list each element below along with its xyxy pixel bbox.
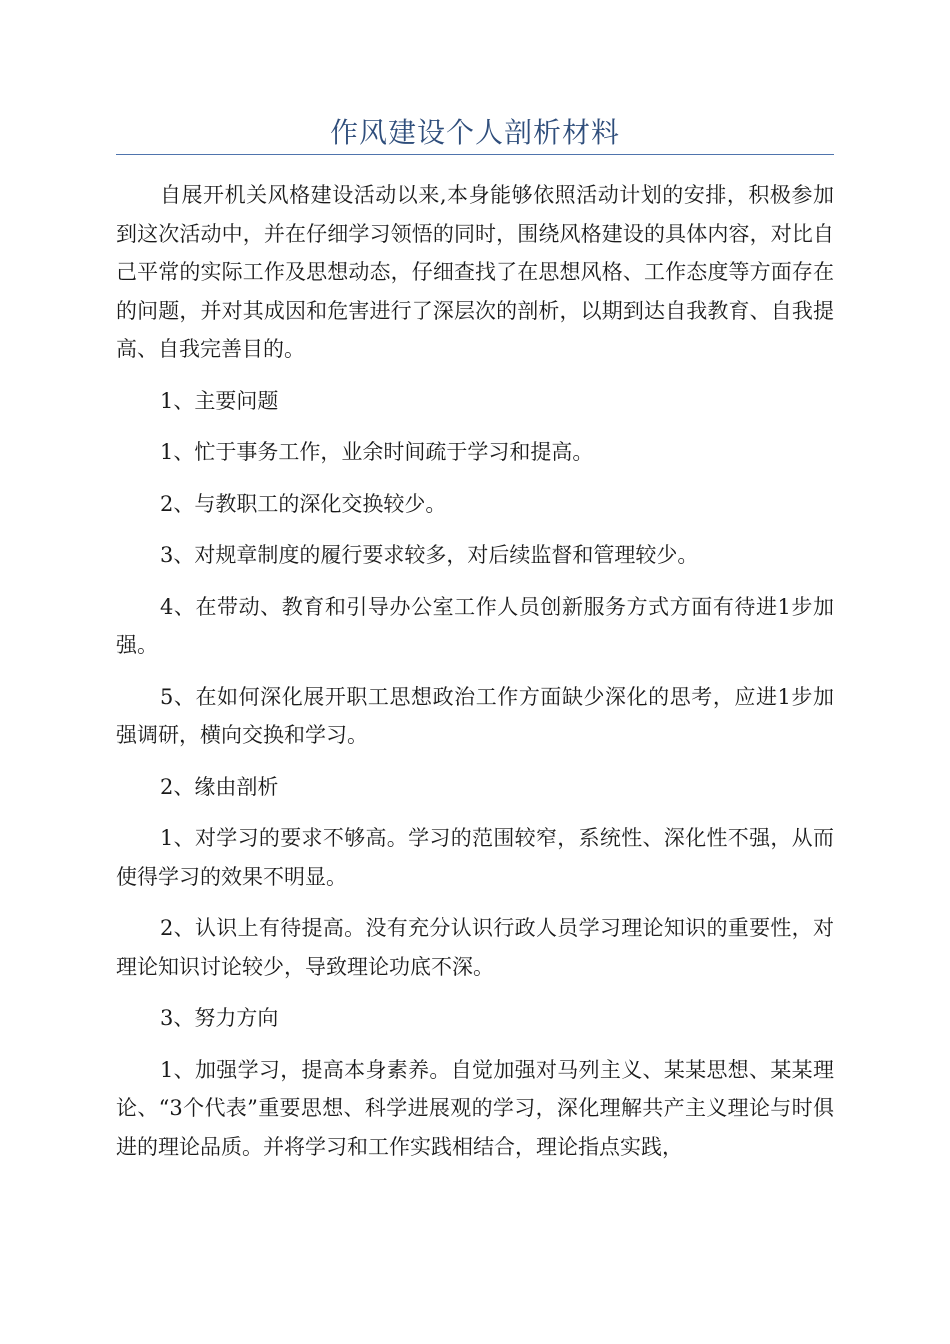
document-title: 作风建设个人剖析材料 <box>329 116 620 149</box>
section-heading-cause-analysis: 2、缘由剖析 <box>160 774 279 799</box>
cause-item: 2、认识上有待提高。没有充分认识行政人员学习理论知识的重要性，对理论知识讨论较少，导致理论功底不深。 <box>116 916 834 979</box>
problem-item: 2、与教职工的深化交换较少。 <box>160 491 447 516</box>
problem-item: 3、对规章制度的履行要求较多，对后续监督和管理较少。 <box>160 543 699 567</box>
section-heading-main-problems: 1、主要问题 <box>160 388 279 413</box>
intro-paragraph: 自展开机关风格建设活动以来,本身能够依照活动计划的安排，积极参加到这次活动中，并在仔细学习领悟的同时，围绕风格建设的具体内容，对比自己平常的实际工作及思想动态，仔细查找了在思想风格、工作态度等方面存在的问题，并对其成因和危害进行了深层次的剖析，以期到达自我教育、自我提高、自我完善目的。 <box>116 183 834 361</box>
direction-item: 1、加强学习，提高本身素养。自觉加强对马列主义、某某思想、某某理论、“3个代表”重要思想、科学进展观的学习，深化理解共产主义理论与时俱进的理论品质。并将学习和工作实践相结合，理论指点实践， <box>116 1057 834 1159</box>
title-underline <box>116 154 834 155</box>
problem-item: 1、忙于事务工作，业余时间疏于学习和提高。 <box>160 440 594 464</box>
document-body <box>116 176 834 1179</box>
section-heading-direction: 3、努力方向 <box>160 1006 279 1030</box>
cause-item: 1、对学习的要求不够高。学习的范围较窄，系统性、深化性不强，从而使得学习的效果不明显。 <box>116 826 834 889</box>
problem-item: 4、在带动、教育和引导办公室工作人员创新服务方式方面有待进1步加强。 <box>116 594 834 657</box>
problem-item: 5、在如何深化展开职工思想政治工作方面缺少深化的思考，应进1步加强调研，横向交换和学习。 <box>116 684 834 747</box>
